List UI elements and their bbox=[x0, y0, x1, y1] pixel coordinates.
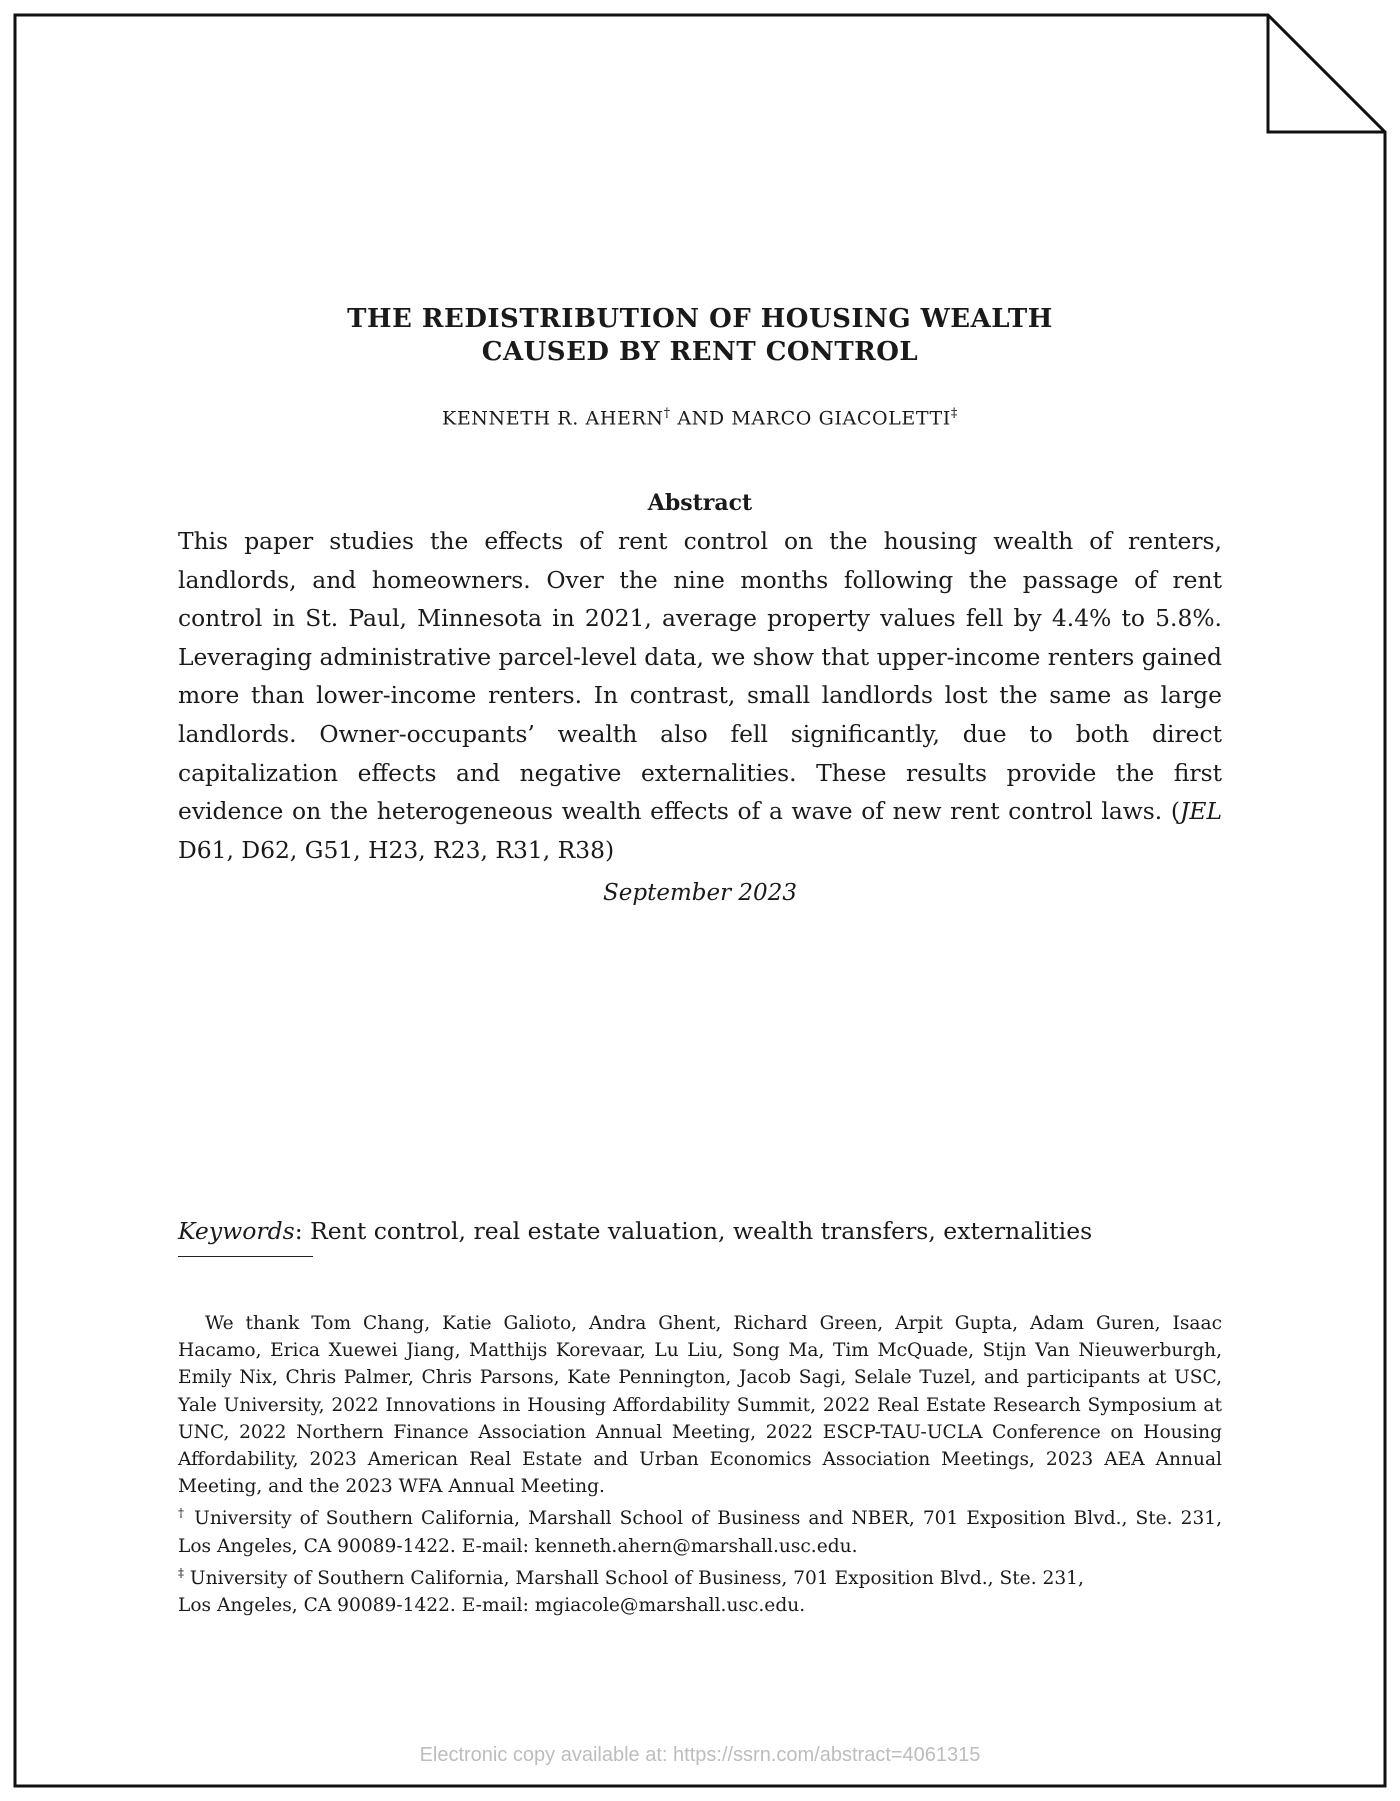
abstract-heading: Abstract bbox=[647, 490, 753, 516]
paper-title bbox=[178, 303, 1222, 369]
footnote-ddagger-line-1: University of Southern California, Marshall School of Business, 701 Exposition Blvd., Ste. 231, bbox=[184, 1568, 1084, 1590]
author-joiner: AND bbox=[670, 407, 732, 430]
footnote-dagger-mark: † bbox=[178, 1506, 187, 1521]
author-1: KENNETH R. AHERN bbox=[442, 407, 664, 430]
footnote-rule bbox=[178, 1256, 313, 1257]
footnote-ddagger-line-2: Los Angeles, CA 90089-1422. E-mail: mgiacole@marshall.usc.edu. bbox=[178, 1595, 806, 1617]
authors bbox=[178, 406, 1222, 429]
paper-date: September 2023 bbox=[603, 880, 797, 906]
keywords-label: Keywords bbox=[178, 1217, 295, 1245]
jel-label: JEL bbox=[1180, 797, 1222, 826]
author-2: MARCO GIACOLETTI bbox=[731, 407, 951, 430]
footnote-ddagger bbox=[178, 1560, 1222, 1620]
keywords bbox=[178, 1217, 1222, 1245]
author-2-mark: ‡ bbox=[950, 406, 958, 421]
footnote-dagger-text: University of Southern California, Marshall School of Business and NBER, 701 Exposition Blvd., Ste. 231, Los Angeles, CA 90089-1422. E-mail: kenneth.ahern@marshall.usc.edu. bbox=[178, 1508, 1223, 1557]
abstract-body bbox=[178, 522, 1230, 869]
author-1-mark: † bbox=[663, 406, 671, 421]
abstract-text: This paper studies the effects of rent control on the housing wealth of renters, landlords, and homeowners. Over the nine months following the passage of rent control in St. Paul, Minnesota in 2021, average property values fell by 4.4% to 5.8%. Leveraging administrative parcel-level data, we show that upper-income renters gained more than lower-income renters. In contrast, small landlords lost the same as large landlords. Owner-occupants’ wealth also fell significantly, due to both direct capitalization effects and negative externalities. These results provide the first evidence on the heterogeneous wealth effects of a wave of new rent control laws. ( bbox=[178, 527, 1222, 826]
footnote-dagger bbox=[178, 1500, 1222, 1560]
footnote-ddagger-mark: ‡ bbox=[178, 1566, 184, 1581]
footnotes bbox=[178, 1310, 1222, 1620]
title-line-1: THE REDISTRIBUTION OF HOUSING WEALTH bbox=[347, 304, 1053, 334]
footnote-thanks: We thank Tom Chang, Katie Galioto, Andra Ghent, Richard Green, Arpit Gupta, Adam Guren, Isaac Hacamo, Erica Xuewei Jiang, Matthijs Korevaar, Lu Liu, Song Ma, Tim McQuade, Stijn Van Nieuwerburgh, Emily Nix, Chris Palmer, Chris Parsons, Kate Pennington, Jacob Sagi, Selale Tuzel, and participants at USC, Yale University, 2022 Innovations in Housing Affordability Summit, 2022 Real Estate Research Symposium at UNC, 2022 Northern Finance Association Annual Meeting, 2022 ESCP-TAU-UCLA Conference on Housing Affordability, 2023 American Real Estate and Urban Economics Association Meetings, 2023 AEA Annual Meeting, and the 2023 WFA Annual Meeting. bbox=[178, 1313, 1222, 1498]
keywords-text: : Rent control, real estate valuation, wealth transfers, externalities bbox=[294, 1217, 1093, 1245]
ssrn-footer: Electronic copy available at: https://ssrn.com/abstract=4061315 bbox=[419, 1744, 981, 1766]
jel-codes: D61, D62, G51, H23, R23, R31, R38) bbox=[178, 797, 1230, 864]
title-line-2: CAUSED BY RENT CONTROL bbox=[481, 337, 919, 367]
